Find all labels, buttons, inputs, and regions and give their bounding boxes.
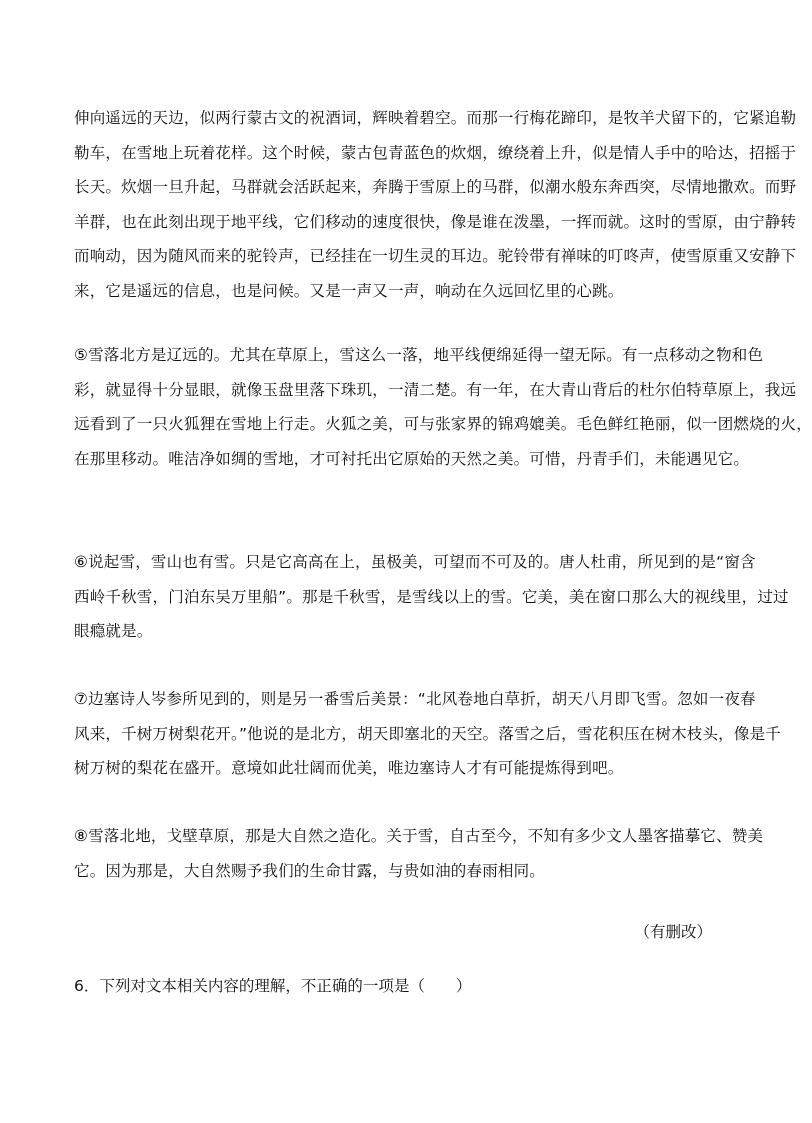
- text-line: 风来，千树万树梨花开。”他说的是北方，胡天即塞北的天空。落雪之后，雪花积压在树木枝头，像是千: [74, 724, 781, 743]
- text-line: 来，它是遥远的信息，也是问候。又是一声又一声，响动在久远回忆里的心跳。: [74, 281, 624, 300]
- text-line: 彩，就显得十分显眼，就像玉盘里落下珠玑，一清二楚。有一年，在大青山背后的杜尔伯特草原上，我远: [74, 380, 797, 399]
- text-line: 羊群，也在此刻出现于地平线，它们移动的速度很快，像是谁在泼墨，一挥而就。这时的雪原，由宁静转: [74, 212, 797, 231]
- text-line: 眼瘾就是。: [74, 622, 153, 640]
- text-line: ⑤雪落北方是辽远的。尤其在草原上，雪这么一落，地平线便绵延得一望无际。有一点移动之物和色: [74, 346, 764, 364]
- text-line: 它。因为那是，大自然赐予我们的生命甘露，与贵如油的春雨相同。: [74, 861, 546, 880]
- text-line: 而响动，因为随风而来的驼铃声，已经挂在一切生灵的耳边。驼铃带有禅味的叮咚声，使雪原重又安静下: [74, 247, 797, 265]
- paragraph-4-continuation: [74, 101, 797, 308]
- text-line: 远看到了一只火狐狸在雪地上行走。火狐之美，可与张家界的锦鸡媲美。毛色鲜红艳丽，似一团燃烧的火，: [74, 415, 812, 433]
- paragraph-8: [74, 819, 764, 888]
- text-line: 长天。炊烟一旦升起，马群就会活跃起来，奔腾于雪原上的马群，似潮水般东奔西突，尽情地撒欢。而野: [74, 178, 797, 196]
- paragraph-6: [74, 545, 789, 649]
- text-line: ⑥说起雪，雪山也有雪。只是它高高在上，虽极美，可望而不可及的。唐人杜甫，所见到的是“窗含: [74, 553, 756, 571]
- question-6: 6．下列对文本相关内容的理解，不正确的一项是（ ）: [74, 977, 472, 995]
- text-line: 伸向遥远的天边，似两行蒙古文的祝酒词，辉映着碧空。而那一行梅花蹄印，是牧羊犬留下的，它紧追勒: [74, 109, 797, 127]
- text-line: ⑦边塞诗人岑参所见到的，则是另一番雪后美景：“北风卷地白草折，胡天八月即飞雪。忽如一夜春: [74, 690, 756, 708]
- text-line: 树万树的梨花在盛开。意境如此壮阔而优美，唯边塞诗人才有可能提炼得到吧。: [74, 759, 624, 777]
- text-line: 在那里移动。唯洁净如绸的雪地，才可衬托出它原始的天然之美。可惜，丹青手们，未能遇见它。: [74, 449, 750, 468]
- paragraph-7: [74, 682, 781, 786]
- edit-note: （有删改）: [634, 923, 712, 941]
- paragraph-5: [74, 338, 812, 476]
- text-line: 勒车，在雪地上玩着花样。这个时候，蒙古包青蓝色的炊烟，缭绕着上升，似是情人手中的哈达，招摇于: [74, 143, 797, 162]
- text-line: 西岭千秋雪，门泊东吴万里船”。那是千秋雪，是雪线以上的雪。它美，美在窗口那么大的视线里，过过: [74, 587, 789, 606]
- text-line: ⑧雪落北地，戈壁草原，那是大自然之造化。关于雪，自古至今，不知有多少文人墨客描摹它、赞美: [74, 827, 764, 845]
